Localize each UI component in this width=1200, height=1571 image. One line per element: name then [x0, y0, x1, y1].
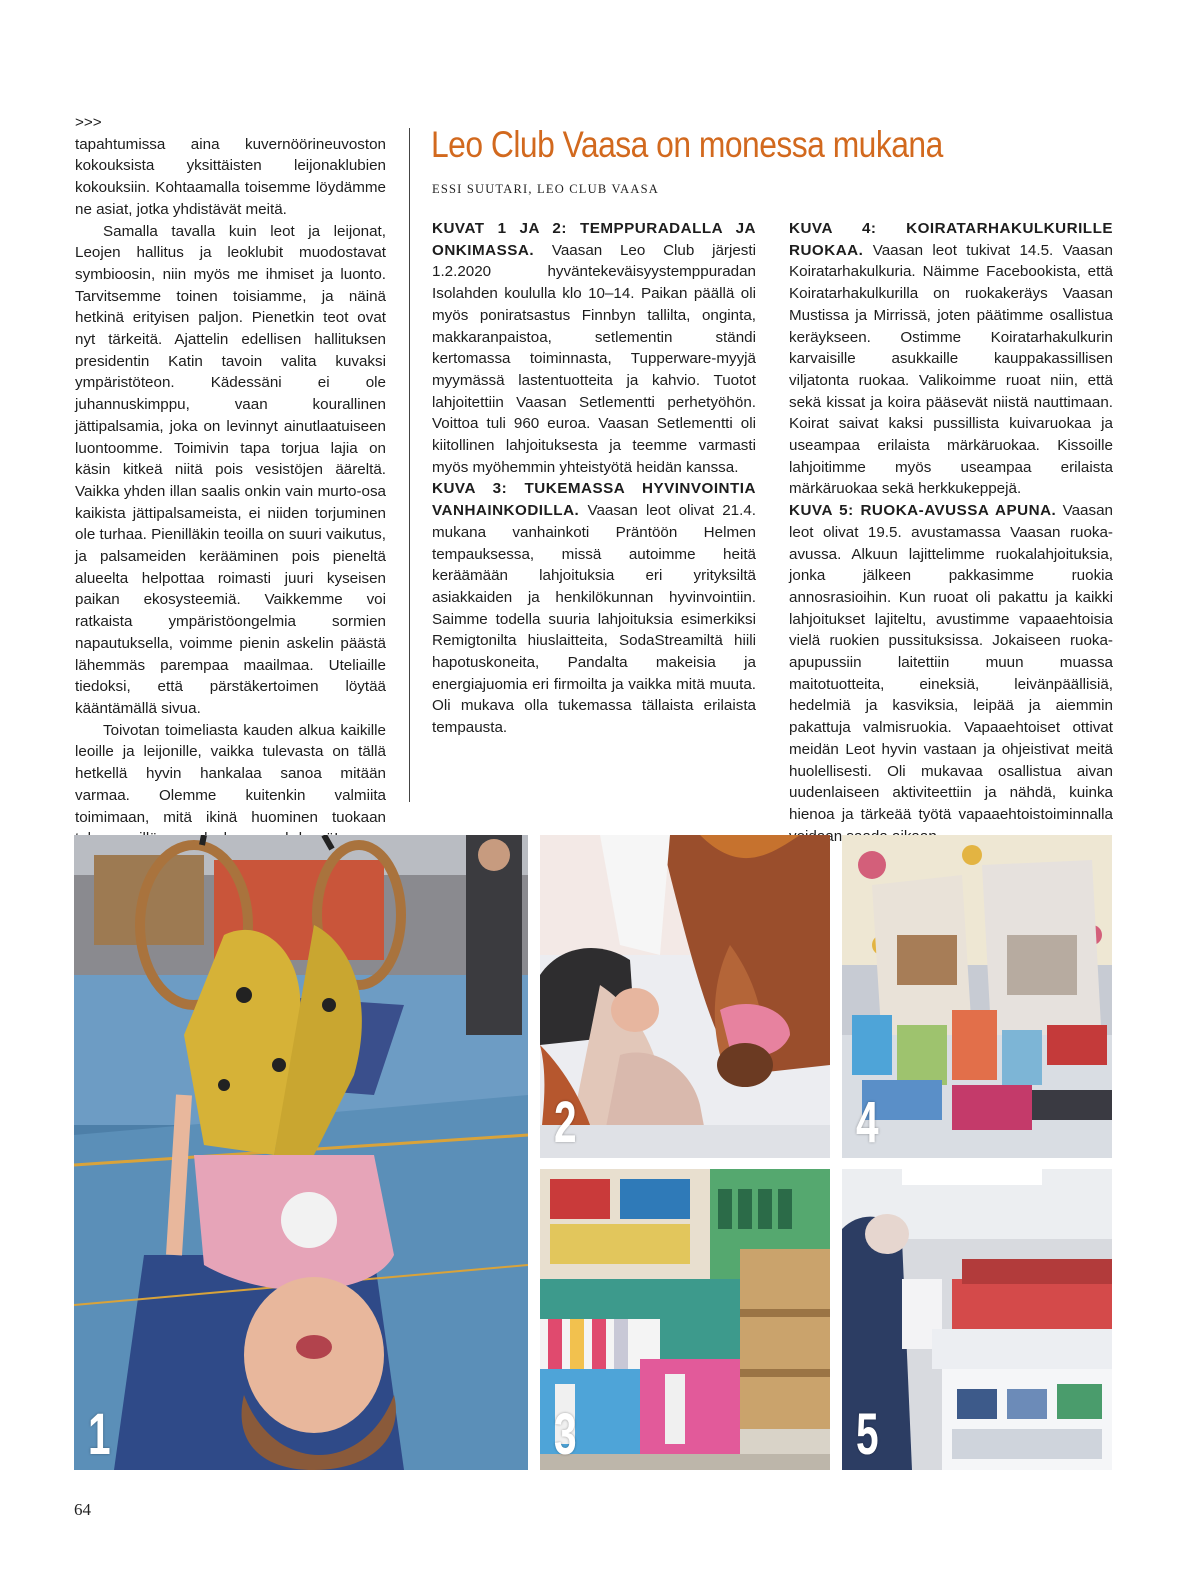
- left-paragraph-1: tapahtumissa aina kuvernöörineuvoston kokouksista yksittäisten leijonaklubien kokouksiin. Kohtaamalla toisemme löydämme ne asiat, jotka yhdistävät meitä.: [75, 135, 386, 218]
- section-kuva-4: [789, 218, 1113, 500]
- photo-number: 2: [554, 1090, 577, 1155]
- photo-number: 5: [856, 1402, 879, 1467]
- section-lead: KUVAT 1 JA 2: TEMPPURADALLA JA ONKIMASSA.: [432, 220, 756, 259]
- column-divider: [409, 128, 410, 802]
- section-body: Vaasan leot olivat 19.5. avustamassa Vaasan ruoka-avussa. Alkuun lajittelimme ruokalahjoituksia, jonka jälkeen pakkasimme ruokia annosrasioihin. Kun ruoat oli pakattu ja kaikki lahjoitukset lajiteltu, avustimme vapaaehtoisia vielä ruokien pussituksissa. Jokaiseen ruoka-apupussiin laitettiin muun muassa maitotuotteita, eineksiä, leivänpäällisiä, hedelmiä ja kasviksia, leipää ja aiemmin pakattuja valmisruokia. Vapaaehtoiset ottivat meidän Leot hyvin vastaan ja ohjeistivat meitä huolellisesti. Oli mukavaa osallistua aivan uudenlaiseen aktiviteettiin ja nähdä, kuinka hienoa ja tärkeää työtä vapaaehtoistoiminnalla: [789, 502, 1113, 823]
- donations-image: [540, 1169, 830, 1470]
- section-body: Vaasan leot tukivat 14.5. Vaasan Koiratarhakulkuria. Näimme Facebookista, että Koiratarhakulkurilla on ruokakeräys Vaasan Mustissa ja Mirrissä, joten päätimme osallistua keräykseen. Ostimme Koiratarhakulkurin karvaisille asukkaille kauppakassillisen viljatonta ruokaa. Valikoimme ruoat niin, että sekä kissat ja koira pääsevät niistä nauttimaan. Koirat saivat kaksi pussillista kuivaruokaa ja useampaa erilaista märkäruokaa. Kissoille lahjoitimme myös useampaa erilaista märkäruokaa sekä herkkukeppejä.: [789, 241, 1113, 498]
- photo-donations: [540, 1169, 830, 1470]
- photo-pony-riding: [540, 835, 830, 1158]
- photo-number: 1: [88, 1402, 111, 1467]
- section-lead: KUVA 3: TUKEMASSA HYVINVOINTIA VANHAINKODILLA.: [432, 480, 756, 520]
- photo-food-aid: [842, 1169, 1112, 1470]
- photo-pet-food: [842, 835, 1112, 1158]
- section-kuva-3: [432, 478, 756, 738]
- left-paragraph-3-text: Toivotan toimeliasta kauden alkua kaikille leoille ja leijonille, vaikka tulevasta on tällä hetkellä hyvin hankalaa sanoa mitään varmaa. Olemme kuitenkin valmiita toimimaan, mitä ikinä huominen tuokaan: [75, 721, 386, 826]
- gym-rings-image: [74, 835, 528, 1470]
- food-aid-image: [842, 1169, 1112, 1470]
- section-body: Vaasan leot olivat 21.4. mukana vanhainkoti Präntöön Helmen tempauksessa, missä autoimme heitä keräämään lahjoituksia eri yrityksiltä asiakkaiden ja henkilökunnan hyvinvointiin. Saimme todella suuria lahjoituksia esimerkiksi Remigtonilta hiuslaitteita, SodaStreamiltä hiili hapotuskoneita, Pandalta makeisia ja energiajuomia eri firmoilta ja vaikka mitä muuta. Oli mukava olla tukemassa tällaista erilaista tempausta.: [432, 502, 756, 737]
- section-kuvat-1-2: [432, 218, 756, 478]
- left-paragraph-2: Samalla tavalla kuin leot ja leijonat, Leojen hallitus ja leoklubit muodostavat symbioosin, niin myös me ihmiset ja luonto. Tarvitsemme toinen toisiamme, ja näinä hetkinä erityisen paljon. Pienetkin teot ovat nyt tärkeitä. Ajattelin edellisen hallituksen presidentin Katin tavoin valita kuvaksi ympäristöteon. Kädessäni ei ole juhannuskimppu, vaan kourallinen jättipalsamia, joka on levinnyt ainutlaatuiseen luontoomme. Toimivin tapa torjua lajia on käsin kitkeä niitä pois vesistöjen ääreltä. Vaikka yhden illan saalis onkin vain murto-osa kaikista jättipalsameista, ei niiden torjuminen ole turhaa. Pienilläkin teoilla on suuri vaikutus, ja palsameiden kerääminen pois pieneltä alueelta helpottaa roimasti juuri kyseisen paikan ekosysteemiä. Vaikkemme voi ratkaista ympäristöongelmia sormien napautuksella, voimme pienin askelin päästä lähemmäs parempaa maailmaa. Uteliaille tiedoksi, että pärstäkertoimen löytää kääntämällä sivua.: [75, 222, 386, 717]
- photo-gym-rings: [74, 835, 528, 1470]
- article-byline: ESSI SUUTARI, LEO CLUB VAASA: [432, 182, 659, 196]
- section-kuva-5: [789, 500, 1113, 849]
- article-headline: Leo Club Vaasa on monessa mukana: [431, 124, 943, 165]
- right-column: [789, 218, 1113, 849]
- section-lead: KUVA 5: RUOKA-AVUSSA APUNA.: [789, 502, 1057, 520]
- left-column: [75, 112, 386, 852]
- pony-image: [540, 835, 830, 1158]
- page-number: 64: [74, 1500, 91, 1519]
- continuation-mark: >>>: [75, 114, 102, 131]
- section-lead: KUVA 4: KOIRATARHAKULKURILLE RUOKAA.: [789, 220, 1113, 259]
- photo-number: 4: [856, 1090, 879, 1155]
- middle-column: [432, 218, 756, 739]
- left-paragraph-3: [75, 720, 386, 852]
- section-body: Vaasan Leo Club järjesti 1.2.2020 hyväntekeväisyystemppuradan Isolahden koululla klo 10–14. Paikan päällä oli myös poniratsastus Finnbyn tallilta, onginta, makkaranpaistoa, setlementin ständi kertomassa toiminnasta, Tupperware-myyjä myymässä lastentuotteita ja kahvio. Tuotot lahjoitettiin Vaasan Setlementti perhetyöhön. Voittoa tuli 960 euroa. Vaasan Setlementti oli kiitollinen lahjoituksesta ja teemme varmasti myös myöhemmin yhteistyötä heidän kanssa.: [432, 241, 756, 476]
- photo-number: 3: [554, 1402, 577, 1467]
- pet-food-image: [842, 835, 1112, 1158]
